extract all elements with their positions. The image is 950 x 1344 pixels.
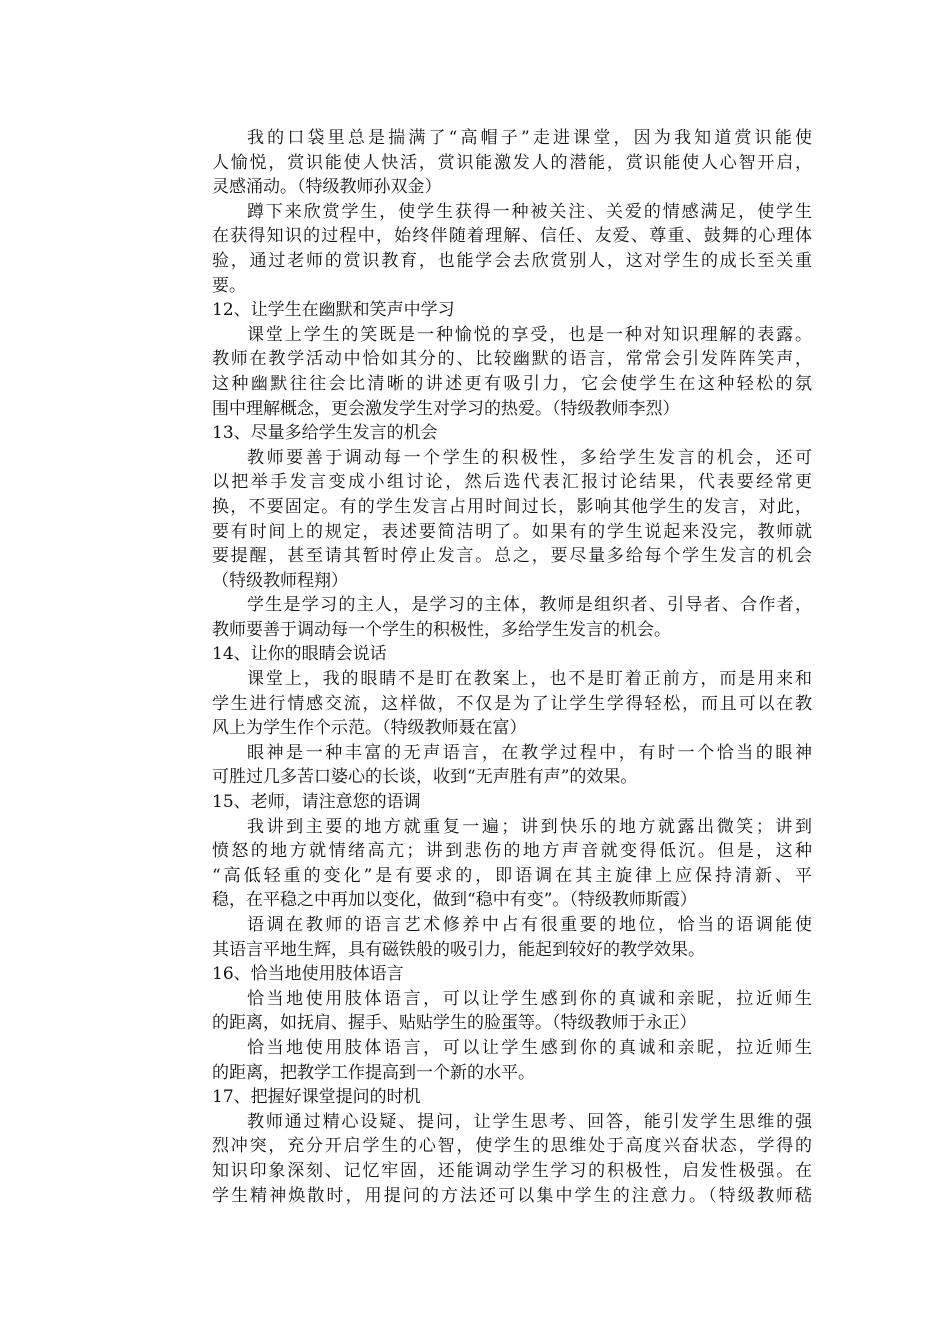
text-line: “高低轻重的变化”是有要求的，即语调在其主旋律上应保持清新、平	[212, 865, 812, 886]
text-line: 验，通过老师的赏识教育，也能学会去欣赏别人，这对学生的成长至关重	[212, 250, 812, 271]
text-line: 教师要善于调动每一个学生的积极性，多给学生发言的机会，还可	[247, 447, 812, 468]
text-line: 语调在教师的语言艺术修养中占有很重要的地位，恰当的语调能使	[247, 915, 812, 935]
text-line: 要。	[212, 275, 246, 296]
text-line: 在获得知识的过程中，始终伴随着理解、信任、友爱、尊重、鼓舞的心理体	[212, 226, 812, 247]
section-heading: 15、老师，请注意您的语调	[212, 792, 421, 813]
section-heading: 12、让学生在幽默和笑声中学习	[212, 300, 455, 321]
text-line: 的距离，如抚肩、握手、贴贴学生的脸蛋等。（特级教师于永正）	[212, 1013, 697, 1034]
text-line: 要有时间上的规定，表述要简洁明了。如果有的学生说起来没完，教师就	[212, 521, 812, 542]
text-line: 灵感涌动。（特级教师孙双金）	[212, 177, 442, 198]
text-line: 教师通过精心设疑、提问，让学生思考、回答，能引发学生思维的强	[247, 1111, 812, 1132]
text-line: 要提醒，甚至请其暂时停止发言。总之，要尽量多给每个学生发言的机会	[212, 546, 812, 567]
text-line: 我的口袋里总是揣满了“高帽子”走进课堂，因为我知道赏识能使	[247, 128, 812, 148]
text-line: 烈冲突，充分开启学生的心智，使学生的思维处于高度兴奋状态，学得的	[212, 1136, 812, 1157]
text-line: 教师在教学活动中恰如其分的、比较幽默的语言，常常会引发阵阵笑声，	[212, 349, 812, 370]
text-line: 教师要善于调动每一个学生的积极性，多给学生发言的机会。	[212, 619, 671, 640]
text-line: 其语言平地生辉，具有磁铁般的吸引力，能起到较好的教学效果。	[212, 939, 705, 960]
text-line: 换，不要固定。有的学生发言占用时间过长，影响其他学生的发言，对此，	[212, 496, 812, 517]
text-line: 学生是学习的主人，是学习的主体，教师是组织者、引导者、合作者，	[247, 595, 812, 616]
text-line: 的距离，把教学工作提高到一个新的水平。	[212, 1062, 535, 1083]
section-heading: 13、尽量多给学生发言的机会	[212, 423, 438, 444]
section-heading: 17、把握好课堂提问的时机	[212, 1087, 421, 1108]
text-line: 我讲到主要的地方就重复一遍；讲到快乐的地方就露出微笑；讲到	[247, 816, 812, 837]
text-line: 围中理解概念，更会激发学生对学习的热爱。（特级教师李烈）	[212, 398, 680, 419]
text-line: 眼神是一种丰富的无声语言，在教学过程中，有时一个恰当的眼神	[247, 742, 812, 763]
text-line: （特级教师程翔）	[212, 570, 348, 591]
text-line: 人愉悦，赏识能使人快活，赏识能激发人的潜能，赏识能使人心智开启，	[212, 152, 812, 173]
text-line: 学生进行情感交流，这样做，不仅是为了让学生学得轻松，而且可以在教	[212, 693, 812, 714]
text-line: 风上为学生作个示范。（特级教师聂在富）	[212, 718, 527, 739]
section-heading: 14、让你的眼睛会说话	[212, 644, 387, 665]
text-line: 知识印象深刻、记忆牢固，还能调动学生学习的积极性，启发性极强。在	[212, 1160, 812, 1181]
text-line: 愤怒的地方就情绪高亢；讲到悲伤的地方声音就变得低沉。但是，这种	[212, 841, 812, 862]
text-line: 蹲下来欣赏学生，使学生获得一种被关注、关爱的情感满足，使学生	[247, 201, 812, 222]
text-line: 恰当地使用肢体语言，可以让学生感到你的真诚和亲昵，拉近师生	[247, 988, 812, 1009]
text-line: 可胜过几多苦口婆心的长谈，收到“无声胜有声”的效果。	[212, 767, 638, 788]
text-line: 课堂上学生的笑既是一种愉悦的享受，也是一种对知识理解的表露。	[247, 324, 812, 345]
text-line: 学生精神焕散时，用提问的方法还可以集中学生的注意力。（特级教师嵇	[212, 1185, 812, 1206]
document-body	[212, 126, 812, 1208]
text-line: 稳，在平稳之中再加以变化，做到“稳中有变”。（特级教师斯霞）	[212, 890, 697, 911]
text-line: 这种幽默往往会比清晰的讲述更有吸引力，它会使学生在这种轻松的氛	[212, 373, 812, 394]
text-line: 课堂上，我的眼睛不是盯在教案上，也不是盯着正前方，而是用来和	[247, 669, 812, 690]
section-heading: 16、恰当地使用肢体语言	[212, 964, 404, 985]
text-line: 以把举手发言变成小组讨论，然后选代表汇报讨论结果，代表要经常更	[212, 472, 812, 493]
text-line: 恰当地使用肢体语言，可以让学生感到你的真诚和亲昵，拉近师生	[247, 1037, 812, 1058]
